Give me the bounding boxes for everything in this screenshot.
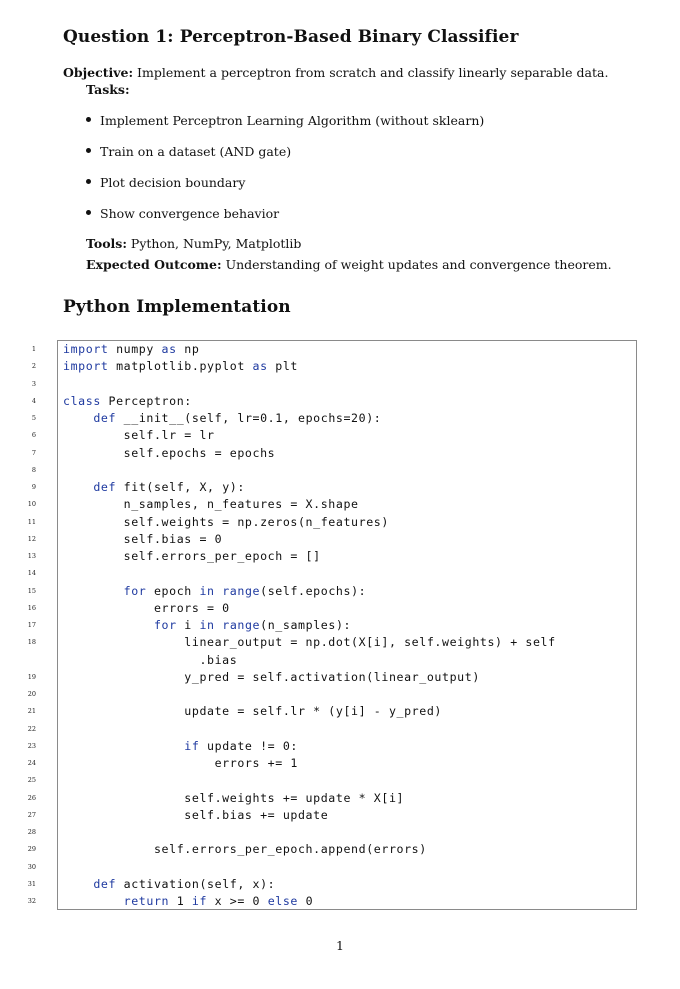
task-item [86, 206, 279, 221]
objective-label: Objective: [63, 65, 134, 80]
line-number: 21 [27, 707, 36, 716]
line-number: 2 [31, 362, 36, 371]
code-text: class Perceptron: [63, 393, 192, 408]
code-text: errors += 1 [63, 756, 298, 770]
question-title: Question 1: Perceptron-Based Binary Classifier [63, 27, 519, 47]
bullet-icon [86, 210, 91, 215]
line-number: 13 [27, 552, 36, 560]
line-number: 24 [27, 759, 36, 767]
task-item [86, 144, 291, 159]
line-number: 5 [31, 414, 36, 422]
line-number: 18 [27, 638, 36, 647]
objective-paragraph [63, 65, 608, 80]
line-number: 10 [27, 500, 36, 509]
task-item [86, 175, 245, 190]
line-number: 31 [27, 879, 36, 888]
code-text: def __init__(self, lr=0.1, epochs=20): [93, 411, 382, 425]
page-number: 1 [336, 938, 344, 953]
code-text: return 1 if x >= 0 else 0 [123, 894, 314, 908]
code-text: errors = 0 [63, 600, 230, 615]
task-text: Implement Perceptron Learning Algorithm (without sklearn) [100, 113, 485, 128]
line-number: 4 [31, 396, 36, 405]
line-number: 12 [27, 534, 36, 543]
outcome-paragraph [86, 257, 612, 272]
code-text: self.bias += update [63, 807, 329, 822]
line-number: 23 [27, 741, 36, 750]
tools-label: Tools: [86, 236, 127, 251]
code-text: linear_output = np.dot(X[i], self.weights) + self [63, 635, 556, 650]
bullet-icon [86, 179, 91, 184]
tasks-label [86, 82, 130, 97]
objective-text: Implement a perceptron from scratch and classify linearly separable data. [133, 65, 609, 80]
line-number: 32 [27, 897, 36, 905]
task-item [86, 113, 484, 128]
line-number: 14 [27, 569, 36, 578]
code-text: self.weights += update * X[i] [63, 790, 405, 805]
code-text: .bias [63, 652, 238, 667]
code-text: if update != 0: [184, 738, 298, 753]
code-text: self.lr = lr [63, 428, 215, 443]
code-text: import matplotlib.pyplot as plt [63, 359, 299, 374]
outcome-text: Understanding of weight updates and convergence theorem. [221, 257, 612, 272]
line-number: 15 [27, 586, 36, 595]
code-text: def activation(self, x): [93, 876, 276, 891]
section-title: Python Implementation [63, 297, 291, 317]
line-number: 7 [31, 448, 36, 457]
line-number: 8 [31, 465, 36, 474]
task-text: Train on a dataset (AND gate) [100, 144, 292, 159]
code-text: for epoch in range(self.epochs): [123, 583, 367, 598]
bullet-icon [86, 148, 91, 153]
bullet-icon [86, 117, 91, 122]
line-number: 6 [31, 431, 36, 440]
line-number: 25 [27, 776, 36, 785]
code-text: self.epochs = epochs [63, 445, 276, 460]
tools-text: Python, NumPy, Matplotlib [126, 236, 302, 251]
code-text: for i in range(n_samples): [153, 618, 352, 632]
line-number: 3 [31, 379, 36, 388]
line-number: 20 [27, 690, 36, 698]
code-text: self.bias = 0 [63, 531, 223, 546]
code-text: import numpy as np [63, 342, 200, 356]
line-number: 16 [27, 603, 36, 612]
tools-paragraph [86, 236, 301, 251]
line-number: 1 [31, 345, 36, 353]
line-number: 19 [27, 672, 36, 681]
code-text: self.errors_per_epoch = [] [63, 549, 321, 563]
code-text: self.weights = np.zeros(n_features) [63, 514, 389, 529]
line-number: 22 [27, 724, 36, 733]
code-text: self.errors_per_epoch.append(errors) [63, 842, 427, 857]
code-text: n_samples, n_features = X.shape [63, 497, 359, 512]
line-number: 29 [27, 845, 36, 854]
task-text: Plot decision boundary [100, 175, 246, 190]
code-text: def fit(self, X, y): [93, 480, 245, 494]
code-text: y_pred = self.activation(linear_output) [63, 669, 480, 684]
line-number: 17 [27, 621, 36, 629]
line-number: 30 [27, 862, 36, 871]
line-number: 9 [31, 483, 36, 491]
code-text: update = self.lr * (y[i] - y_pred) [63, 704, 443, 719]
task-text: Show convergence behavior [100, 206, 280, 221]
line-number: 27 [27, 810, 36, 819]
line-number: 11 [27, 517, 36, 526]
tasks-label-text: Tasks: [86, 82, 130, 97]
line-number: 28 [27, 828, 36, 836]
line-number: 26 [27, 793, 36, 802]
outcome-label: Expected Outcome: [86, 257, 222, 272]
